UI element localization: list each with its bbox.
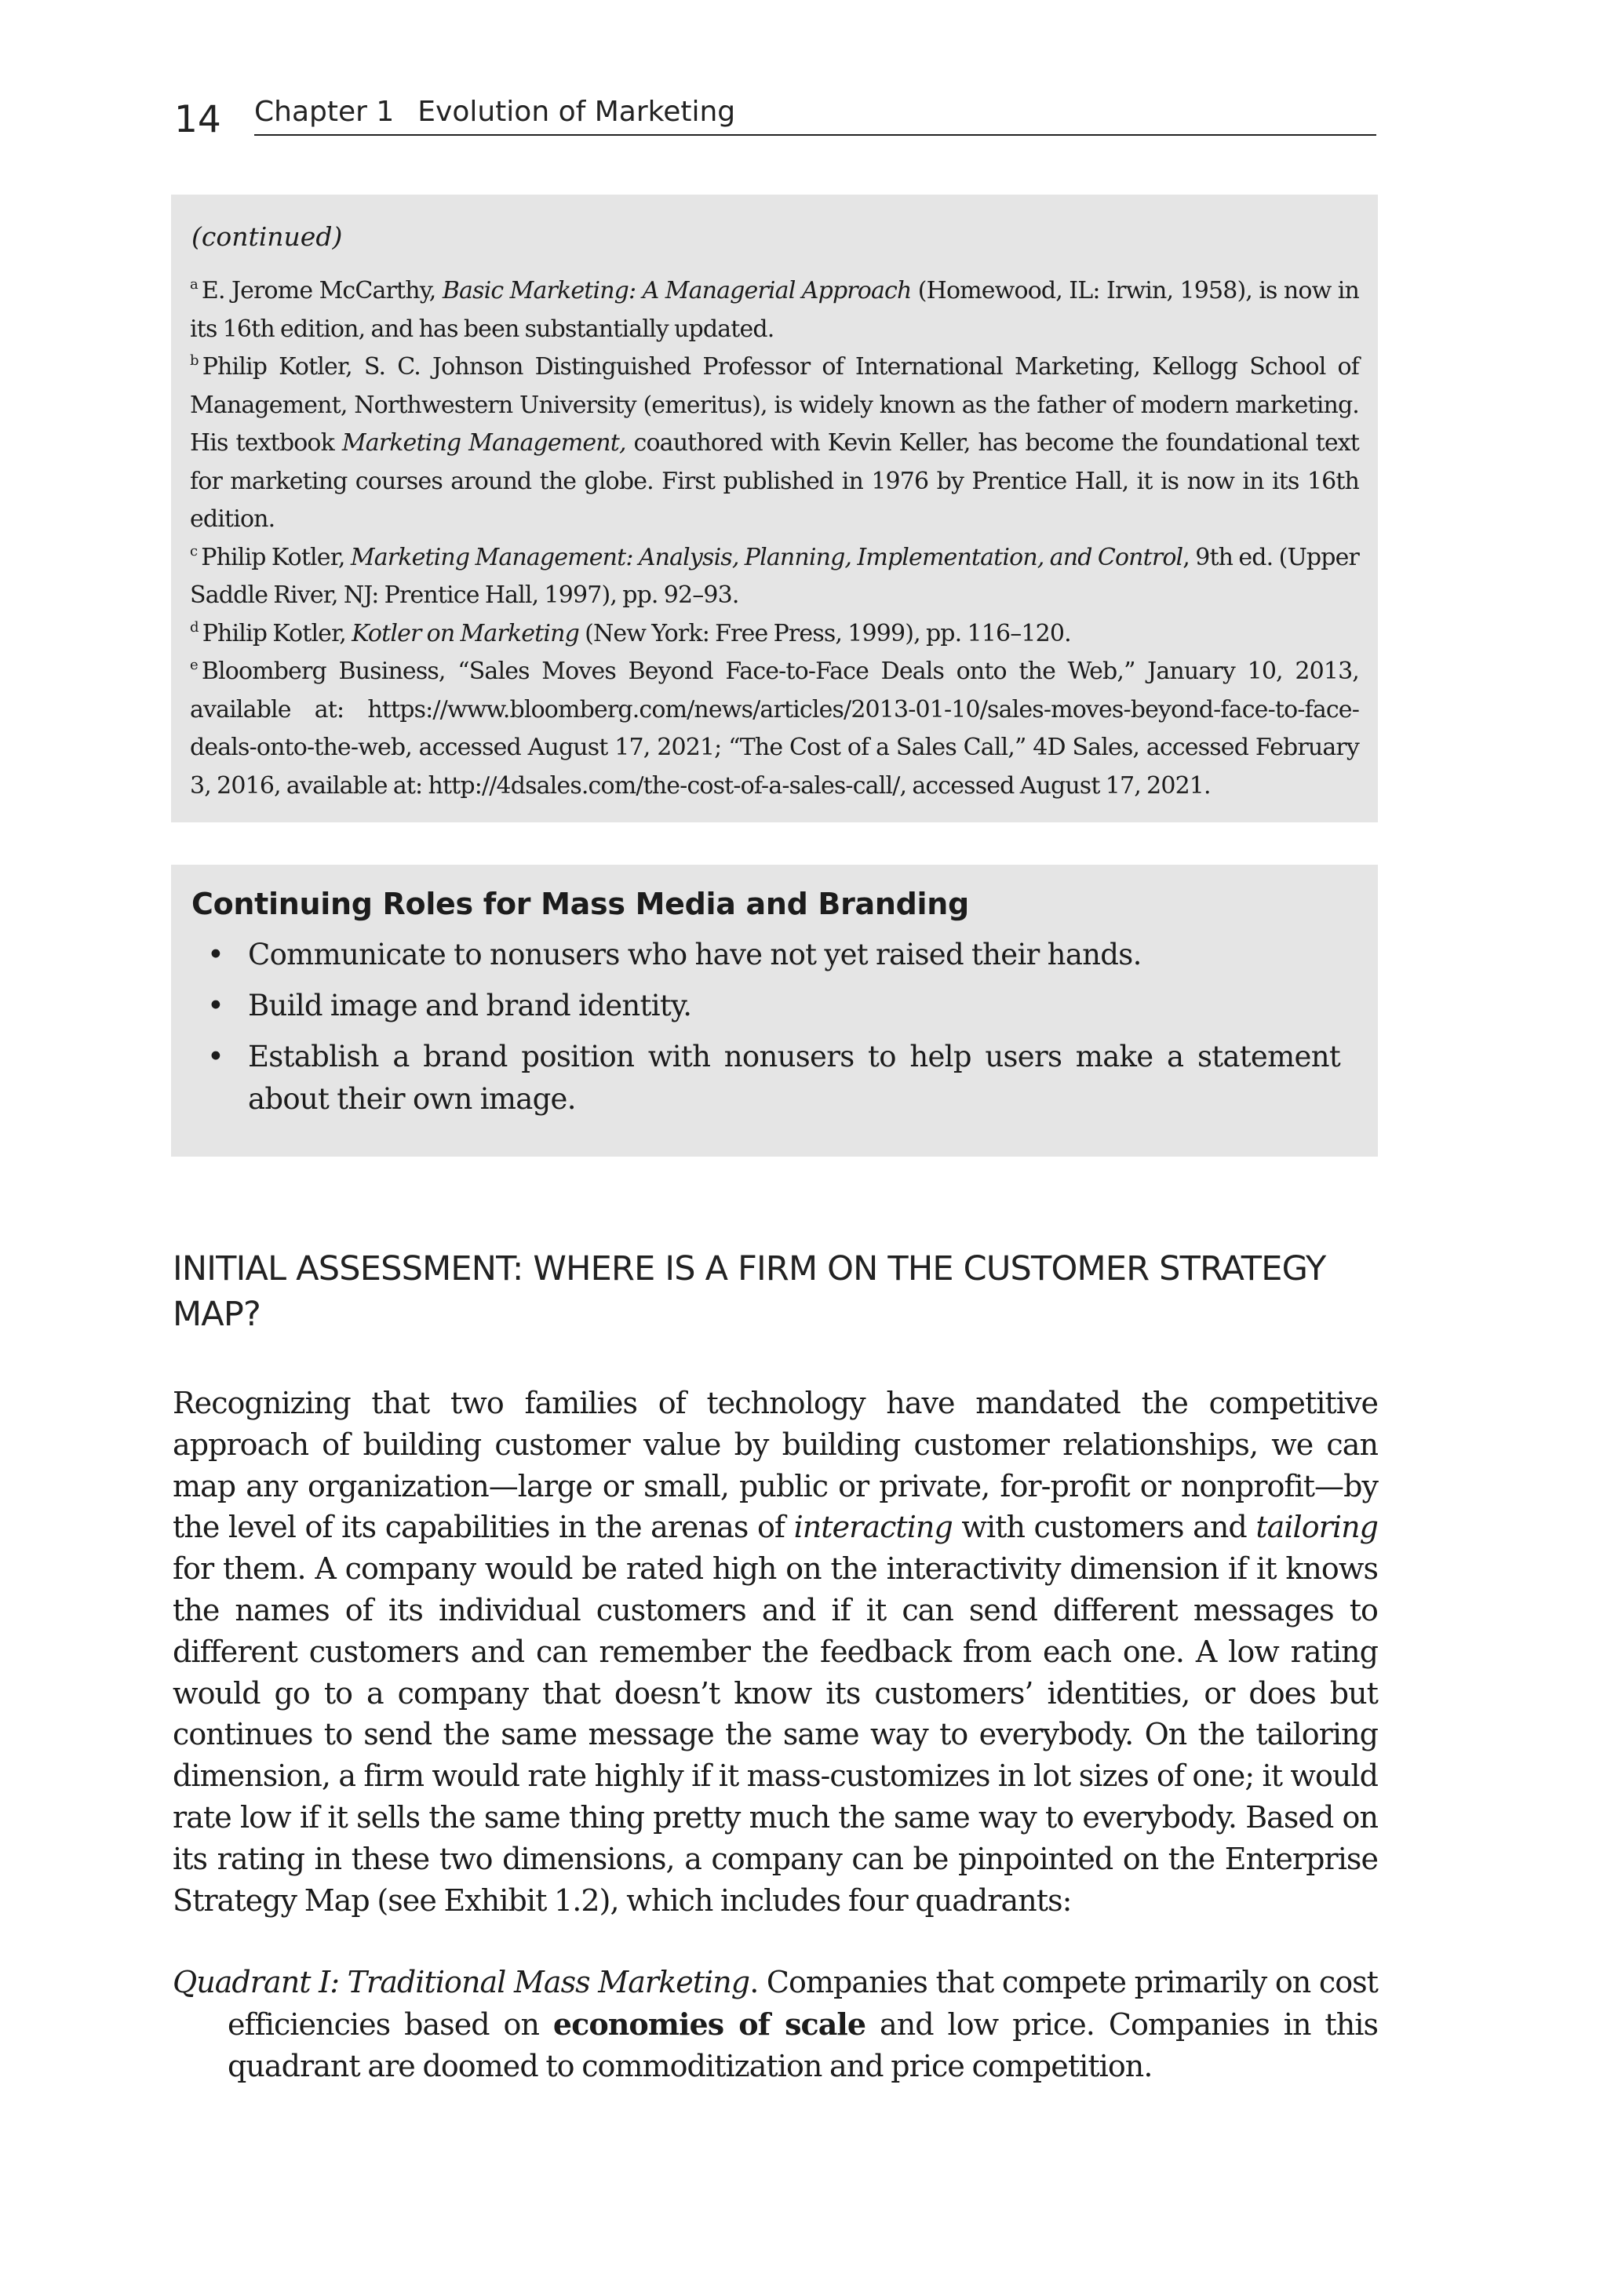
list-item xyxy=(207,1036,1340,1121)
roles-list xyxy=(191,934,1340,1121)
footnotes-box xyxy=(171,195,1378,822)
text-run: Bloomberg Business, “Sales Moves Beyond Face-to-Face Deals onto the Web,” January 10, 2013, available at: https://www.bloomberg.com/news/articles/2013-01-10/sales-moves-beyond-face-to-face-deals-onto-the-web, accessed August 17, 2021; “The Cost of a Sales Call,” 4D Sales, accessed February 3, 2016, available at: http://4dsales.com/the-cost-of-a-sales-call/, accessed August 17, 2021. xyxy=(190,658,1359,800)
text-run: (New York: Free Press, 1999), pp. 116–120. xyxy=(578,619,1071,647)
text-run: E. Jerome McCarthy, xyxy=(201,277,443,304)
text-run: (Homewood, IL: Irwin, 1958), is now in its 16th edition, and has been substantially updated. xyxy=(190,277,1359,343)
running-header xyxy=(171,90,1378,139)
continued-label: (continued) xyxy=(191,221,343,252)
list-item xyxy=(207,985,1340,1027)
roles-callout-box xyxy=(171,865,1378,1157)
body-paragraph xyxy=(173,1383,1378,1921)
bold-run: economies of scale xyxy=(552,2006,866,2042)
text-run: coauthored with Kevin Keller, has become the foundational text for marketing courses around the globe. First published in 1976 by Prentice Hall, it is now in its 16th edition. xyxy=(190,429,1360,533)
chapter-title: Evolution of Marketing xyxy=(417,96,736,128)
footnote-d xyxy=(190,615,1359,654)
running-head xyxy=(254,90,1376,136)
footnote-marker: c xyxy=(190,542,198,559)
footnote-marker: a xyxy=(190,276,198,293)
italic-run: Quadrant I: Traditional Mass Marketing xyxy=(173,1965,750,1999)
section-heading: INITIAL ASSESSMENT: WHERE IS A FIRM ON THE CUSTOMER STRATEGY MAP? xyxy=(173,1249,1326,1334)
italic-run: interacting xyxy=(793,1510,953,1545)
list-item-text: Communicate to nonusers who have not yet raised their hands. xyxy=(248,938,1142,971)
text-run: with customers and xyxy=(952,1510,1256,1545)
callout-title: Continuing Roles for Mass Media and Branding xyxy=(191,887,969,921)
text-run: and low price. Companies in this quadrant are doomed to commoditization and price competition. xyxy=(228,2007,1378,2083)
page-number: 14 xyxy=(174,98,221,141)
text-run: Philip Kotler, S. C. Johnson Distinguished Professor of International Marketing, Kellogg School of Management, Northwestern University (emeritus), is widely known as the father of modern marketing. His textbook xyxy=(190,353,1359,457)
italic-run: Marketing Management: Analysis, Planning, Implementation, and Control xyxy=(350,543,1183,571)
italic-run: tailoring xyxy=(1255,1510,1378,1545)
list-item-text: Establish a brand position with nonusers to help users make a statement about their own image. xyxy=(248,1040,1340,1116)
bullet-icon: • xyxy=(207,989,224,1022)
text-run: for them. A company would be rated high on the interactivity dimension if it knows the names of its individual customers and if it can send different messages to different customers and can remember the feedback from each one. A low rating would go to a company that doesn’t know its customers’ identities, or does but continues to send the same message the same way to everybody. On the tailoring dimension, a firm would rate highly if it mass-customizes in lot sizes of one; it would rate low if it sells the same thing pretty much the same way to everybody. Based on its rating in these two dimensions, a company can be pinpointed on the Enterprise Strategy Map (see Exhibit 1.2), which includes four quadrants: xyxy=(173,1551,1378,1918)
text-run: . Companies that compete primarily on cost efficiencies based on xyxy=(228,1965,1378,2042)
italic-run: Kotler on Marketing xyxy=(352,619,579,647)
footnote-c xyxy=(190,539,1359,615)
footnote-list xyxy=(190,272,1359,805)
list-item xyxy=(207,934,1340,976)
footnote-a xyxy=(190,272,1359,348)
text-run: Philip Kotler, xyxy=(201,543,351,571)
footnote-e xyxy=(190,653,1359,805)
list-item-text: Build image and brand identity. xyxy=(248,989,692,1022)
text-run: Philip Kotler, xyxy=(202,619,352,647)
bullet-icon: • xyxy=(207,938,224,971)
footnote-marker: d xyxy=(190,618,199,636)
italic-run: Marketing Management, xyxy=(341,429,626,457)
chapter-label: Chapter 1 xyxy=(254,96,395,128)
text-run: Recognizing that two families of technology have mandated the competitive approach of building customer value by building customer relationships, we can map any organization—large or small, public or private, for-profit or nonprofit—by the level of its capabilities in the arenas of xyxy=(173,1386,1378,1545)
italic-run: Basic Marketing: A Managerial Approach xyxy=(442,277,912,304)
footnote-b xyxy=(190,348,1359,539)
footnote-marker: b xyxy=(190,352,199,369)
bullet-icon: • xyxy=(207,1040,224,1073)
footnote-marker: e xyxy=(190,657,198,673)
quadrant-definition xyxy=(173,1962,1378,2087)
text-run: , 9th ed. (Upper Saddle River, NJ: Prentice Hall, 1997), pp. 92–93. xyxy=(190,543,1359,609)
